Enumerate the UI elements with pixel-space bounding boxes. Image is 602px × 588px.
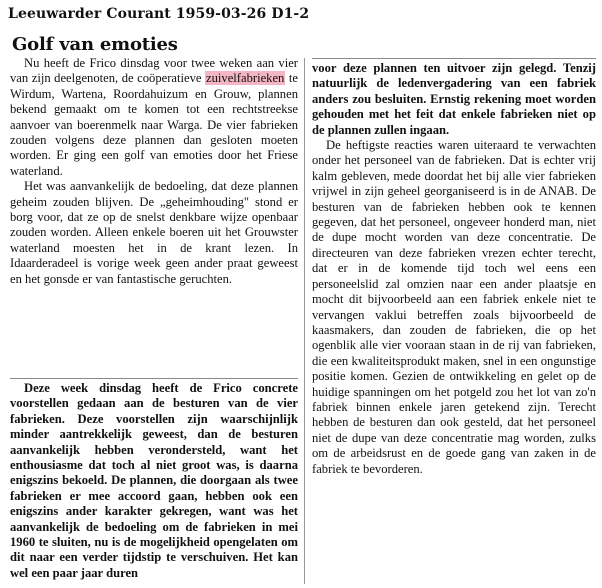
- paragraph-3: Deze week dinsdag heeft de Frico concrete voorstellen gedaan aan de besturen van de vier fabrieken. Deze voorstellen zijn waarschijnlijk minder aantrekkelijk geweest, dan de besturen aanvankelijk hebben verondersteld, want het enthousiasme dat toch al niet groot was, is daarna enigszins bekoeld. De plannen, die doorgaan als twee fabrieken er mee accoord gaan, hebben ook een enigszins ander karakter gekregen, want was het aanvankelijk de bedoeling om de fabrieken in mei 1960 te sluiten, nu is de mogelijkheid opengelaten om dit naar een verder tijdstip te verschuiven. Het kan wel een paar jaar duren: [10, 381, 298, 580]
- left-column-bold: [10, 381, 298, 581]
- left-column: [10, 56, 298, 287]
- paragraph-1-start: Nu heeft de Frico dinsdag voor twee weken aan vier van zijn deelgenoten, de coöperatieve: [10, 56, 298, 86]
- right-top-rule: [312, 58, 596, 59]
- column-divider: [304, 58, 305, 584]
- masthead-source: Leeuwarder Courant 1959-03-26 D1-2: [8, 6, 310, 22]
- paragraph-5: De heftigste reacties waren uiteraard te verwachten onder het personeel van de fabrieken. Dat is echter vrij kalm gebleven, mede doordat het bij alle vier fabrieken vrijwel in zijn geheel georganiseerd is in de ANAB. De besturen van de fabrieken hebben ook te kennen gegeven, dat het personeel, ongeveer honderd man, niet de dupe mocht worden van deze concentratie. De directeuren van deze fabrieken vrezen echter terecht, dat er in de komende tijd toch wel eens een personeelslid zal omzien naar een ander plaatsje en mocht dit bijvoorbeeld aan een fabriek enkele niet te vervangen vaklui betreffen zoals bijvoorbeeld de kaasmakers, dan zouden de fabrieken, die op het ogenblik alle vier vooraan staan in de rij van fabrieken, die een kwaliteitsprodukt maken, snel in een ongunstige positie komen. Gezien de ontwikkeling en gelet op de huidige spanningen om het potgeld zou het lot van zo'n fabriek binnen enkele jaren getekend zijn. Terecht hebben de besturen dan ook gesteld, dat het personeel niet de dupe van deze concentratie mag worden, zulks om de arbeidsrust en de goede gang van zaken in de fabriek te bevorderen.: [312, 138, 596, 476]
- paragraph-4: voor deze plannen ten uitvoer zijn gelegd. Tenzij natuurlijk de ledenvergadering van een fabriek anders zou besluiten. Ernstig rekening moet worden gehouden met het feit dat enkele fabrieken niet op de plannen zullen ingaan.: [312, 61, 596, 137]
- right-column: [312, 61, 596, 477]
- paragraph-1-end: te Wirdum, Wartena, Roordahuizum en Grouw, plannen bekend gemaakt om te komen tot een rechtstreekse aanvoer van boerenmelk naar Warga. De vier fabrieken zouden volgens deze plannen dan gesloten moeten worden. Er ging een golf van emoties door het Friese waterland.: [10, 71, 298, 178]
- section-divider: [10, 378, 298, 379]
- paragraph-2: Het was aanvankelijk de bedoeling, dat deze plannen geheim zouden blijven. De „geheimhouding" stond er borg voor, dat ze op de snelst denkbare wijze openbaar zouden worden. Alleen enkele boeren uit het Grouwster waterland moesten het in de krant lezen. In Idaarderadeel is vorige week geen ander praat geweest en het gonsde er van fantastische geruchten.: [10, 179, 298, 286]
- paragraph-1: [10, 56, 298, 179]
- article-headline: Golf van emoties: [12, 34, 178, 55]
- highlighted-term: zuivelfabrieken: [206, 71, 285, 86]
